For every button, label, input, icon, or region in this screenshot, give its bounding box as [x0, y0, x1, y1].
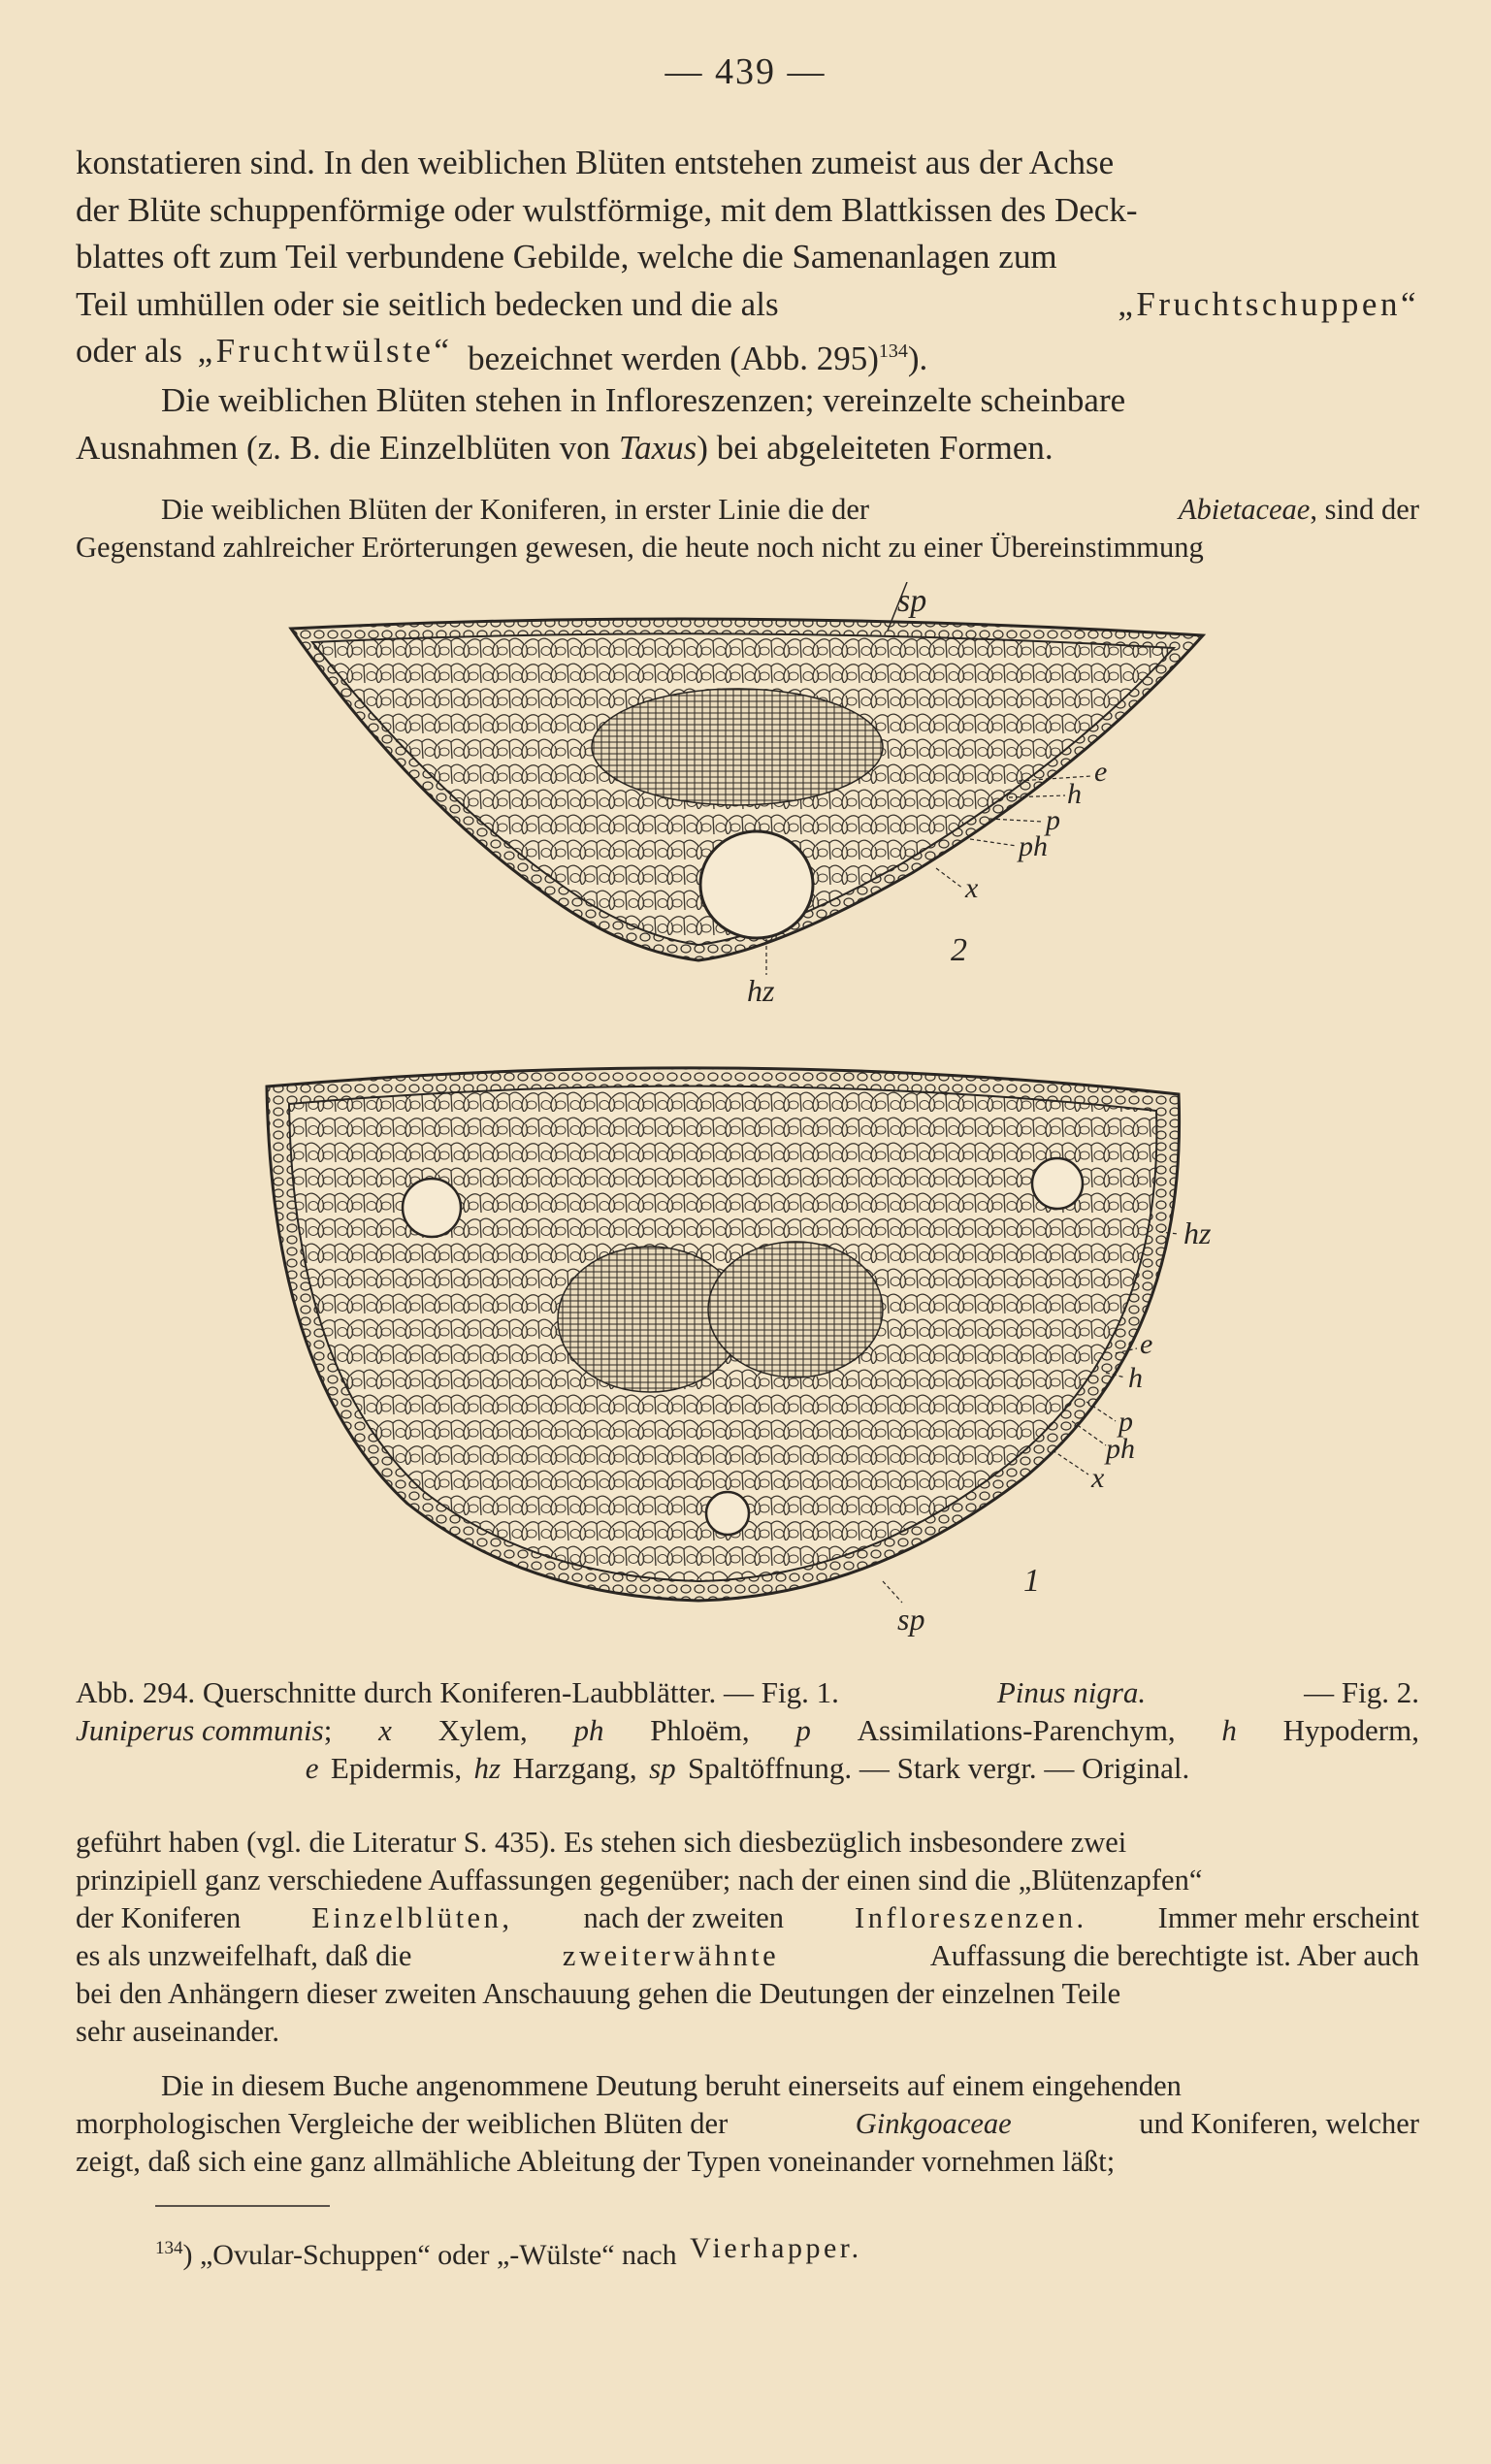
figure-illustration — [0, 582, 1491, 1649]
fig1-label-x: x — [1091, 1462, 1105, 1494]
text: sehr auseinander. — [76, 2015, 280, 2048]
text: nach der zweiten — [583, 1901, 785, 1934]
fig1-number: 1 — [1023, 1563, 1040, 1599]
paragraph-2 — [76, 377, 1419, 471]
text: Pinus nigra. — [996, 1675, 1147, 1709]
text: ph — [573, 1713, 604, 1747]
text: Phloëm, — [650, 1713, 750, 1747]
text-line — [76, 1824, 1419, 1862]
text: Die weiblichen Blüten der Koniferen, in erster Linie die der — [161, 493, 870, 526]
text: Spaltöffnung. — Stark vergr. — Original. — [688, 1751, 1190, 1785]
text: es als unzweifelhaft, daß die — [76, 1939, 412, 1972]
fig2-label-p: p — [1046, 804, 1060, 836]
text: sp — [649, 1751, 676, 1785]
paragraph-5 — [76, 2067, 1419, 2181]
text: Juniperus communis; — [76, 1713, 333, 1747]
text: morphologischen Vergleiche der weiblichen Blüten der — [76, 2107, 729, 2140]
footnote-line — [155, 2229, 1319, 2275]
fig2-label-e: e — [1094, 756, 1108, 788]
paragraph-4 — [76, 1824, 1419, 2051]
fig2-label-ph: ph — [1019, 830, 1048, 862]
fig1-label-hz: hz — [1183, 1216, 1212, 1250]
text: der Koniferen — [76, 1901, 242, 1934]
text: Auffassung die berechtigte ist. Aber auch — [929, 1939, 1419, 1972]
text: $^{134}$) „Ovular-Schuppen“ oder „-Wülste“ nach — [155, 2238, 677, 2271]
fig1-label-h: h — [1128, 1362, 1143, 1394]
figure-1-pinus — [267, 1068, 1212, 1637]
text: Abb. 294. Querschnitte durch Koniferen-Laubblätter. — Fig. 1. — [76, 1675, 839, 1709]
text-line — [76, 425, 1419, 472]
text: Xylem, — [438, 1713, 528, 1747]
page-number: — 439 — — [664, 51, 827, 92]
text: Abietaceae, sind der — [1178, 493, 1419, 526]
fig1-label-e: e — [1140, 1328, 1153, 1360]
text: hz — [473, 1751, 502, 1785]
spaced-term: Einzelblüten, — [311, 1901, 513, 1934]
text: p — [795, 1713, 811, 1747]
footnote — [155, 2229, 1319, 2275]
text-line — [76, 1862, 1419, 1899]
text: Gegenstand zahlreicher Erörterungen gewesen, die heute noch nicht zu einer Übereinstimmung — [76, 531, 1204, 564]
text: Ausnahmen (z. B. die Einzelblüten von Taxus) bei abgeleiteten Formen. — [76, 428, 1053, 467]
caption-line — [76, 1711, 1419, 1749]
text: zeigt, daß sich eine ganz allmähliche Ableitung der Typen voneinander vornehmen läßt; — [76, 2145, 1116, 2178]
text-line — [76, 281, 1419, 329]
paragraph-3 — [76, 491, 1419, 567]
text: konstatieren sind. In den weiblichen Blüten entstehen zumeist aus der Achse — [76, 144, 1115, 181]
text: Epidermis, — [330, 1751, 463, 1785]
text: Immer mehr erscheint — [1157, 1901, 1419, 1934]
text-line — [76, 1899, 1419, 1937]
text: oder als — [76, 332, 182, 370]
text: Assimilations-Parenchym, — [857, 1713, 1176, 1747]
text: bezeichnet werden (Abb. 295)$^{134}$). — [468, 339, 928, 377]
spaced-term: „Fruchtwülste“ — [197, 332, 453, 370]
text-line — [76, 529, 1419, 567]
text-line — [76, 2067, 1419, 2105]
spaced-term: Vierhapper. — [690, 2232, 862, 2264]
paragraph-1 — [76, 140, 1419, 382]
text: h — [1221, 1713, 1237, 1747]
text-line — [76, 234, 1419, 281]
text: Die in diesem Buche angenommene Deutung beruht einerseits auf einem eingehenden — [161, 2069, 1182, 2102]
text-line — [76, 1937, 1419, 1975]
fig2-number: 2 — [951, 932, 967, 968]
text: der Blüte schuppenförmige oder wulstförmige, mit dem Blattkissen des Deck- — [76, 190, 1138, 229]
text-line — [76, 491, 1419, 529]
text: und Koniferen, welcher — [1139, 2107, 1419, 2140]
text: — Fig. 2. — [1304, 1675, 1419, 1709]
fig1-label-ph: ph — [1106, 1433, 1135, 1465]
text: Die weiblichen Blüten stehen in Infloreszenzen; vereinzelte scheinbare — [161, 381, 1126, 419]
spaced-term: Infloreszenzen. — [855, 1901, 1087, 1934]
fig2-label-x: x — [965, 872, 979, 904]
text: Ginkgoaceae — [855, 2107, 1012, 2140]
text: geführt haben (vgl. die Literatur S. 435). Es stehen sich diesbezüglich insbesondere zwei — [76, 1826, 1127, 1859]
text-line — [76, 2013, 1419, 2051]
fig2-label-hz: hz — [747, 973, 775, 1008]
text: bei den Anhängern dieser zweiten Anschauung gehen die Deutungen der einzelnen Teile — [76, 1977, 1121, 2010]
text-line — [76, 187, 1419, 235]
figure-2-juniperus — [291, 582, 1203, 1008]
text-line — [76, 1975, 1419, 2013]
caption-line — [76, 1673, 1419, 1711]
fig1-label-sp: sp — [897, 1602, 925, 1637]
text-line — [76, 140, 1419, 187]
text: Harzgang, — [512, 1751, 637, 1785]
fig2-label-h: h — [1067, 778, 1082, 810]
figure-caption — [76, 1673, 1419, 1787]
text: x — [378, 1713, 392, 1747]
text-line — [76, 377, 1419, 425]
footnote-ref[interactable]: 134 — [878, 340, 908, 362]
caption-line — [76, 1749, 1419, 1787]
footnote-divider — [155, 2205, 330, 2207]
text: Hypoderm, — [1282, 1713, 1419, 1747]
text-line — [76, 2143, 1419, 2181]
text: prinzipiell ganz verschiedene Auffassungen gegenüber; nach der einen sind die „Blütenzapfen“ — [76, 1864, 1203, 1897]
fig2-label-sp: sp — [897, 583, 927, 619]
text: e — [305, 1751, 319, 1785]
spaced-term: „Fruchtschuppen“ — [1118, 284, 1419, 323]
text-line — [76, 2105, 1419, 2143]
text-line — [76, 328, 1419, 382]
fig1-label-p: p — [1118, 1406, 1133, 1438]
text: Teil umhüllen oder sie seitlich bedecken und die als — [76, 284, 779, 323]
text: blattes oft zum Teil verbundene Gebilde, welche die Samenanlagen zum — [76, 238, 1057, 276]
spaced-term: zweiterwähnte — [562, 1939, 780, 1972]
